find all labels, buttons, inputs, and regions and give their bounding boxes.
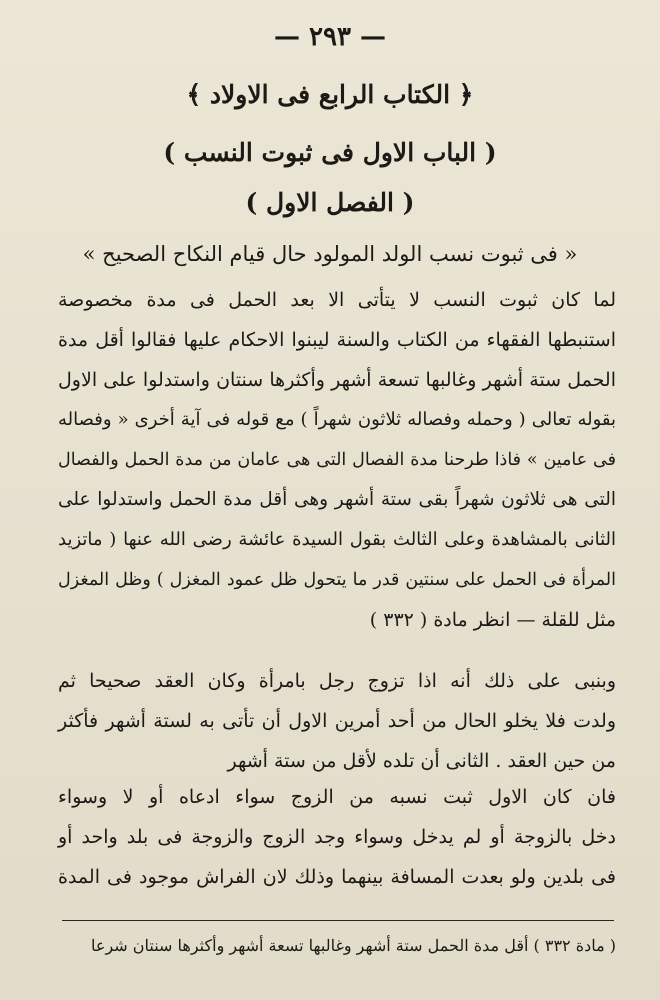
- footnote-divider: [62, 920, 614, 921]
- text-line: بقوله تعالى ( وحمله وفصاله ثلاثون شهراً ) مع قوله فى آية أخرى « وفصاله: [58, 409, 616, 430]
- text-line: الحمل ستة أشهر وغالبها تسعة أشهر وأكثرها سنتان واستدلوا على الاول: [58, 369, 616, 391]
- text-line: التى هى ثلاثون شهراً بقى ستة أشهر وهى أقل مدة الحمل واستدلوا على: [58, 489, 616, 510]
- text-line: فى عامين » فاذا طرحنا مدة الفصال التى هى عامان من مدة الحمل والفصال: [58, 450, 616, 470]
- section-title: ( الفصل الاول ): [245, 188, 415, 217]
- book-title: ﴿ الكتاب الرابع فى الاولاد ﴾: [186, 80, 474, 109]
- text-line: ولدت فلا يخلو الحال من أحد أمرين الاول أن تأتى به لستة أشهر فأكثر: [58, 710, 616, 732]
- text-line: لما كان ثبوت النسب لا يتأتى الا بعد الحمل فى مدة مخصوصة: [58, 289, 616, 311]
- text-line: استنبطها الفقهاء من الكتاب والسنة ليبنوا الاحكام عليها فقالوا أقل مدة: [58, 329, 616, 351]
- text-line: من حين العقد . الثانى أن تلده لأقل من ستة أشهر: [227, 750, 616, 772]
- paragraph-2: [58, 661, 616, 781]
- paragraph-1: [58, 280, 616, 640]
- paragraph-3: [58, 777, 616, 897]
- text-line: فان كان الاول ثبت نسبه من الزوج سواء ادعاه أو لا وسواء: [58, 786, 616, 808]
- text-line: المرأة فى الحمل على سنتين قدر ما يتحول ظل عمود المغزل ) وظل المغزل: [58, 570, 616, 590]
- text-line: مثل للقلة — انظر مادة ( ٣٣٢ ): [369, 609, 616, 631]
- footnote: ( مادة ٣٣٢ ) أقل مدة الحمل ستة أشهر وغالبها تسعة أشهر وأكثرها سنتان شرعا: [91, 936, 616, 955]
- text-line: دخل بالزوجة أو لم يدخل وسواء وجد الزوج والزوجة فى بلد واحد أو: [58, 826, 616, 848]
- topic-title: « فى ثبوت نسب الولد المولود حال قيام النكاح الصحيح »: [82, 242, 578, 266]
- text-line: الثانى بالمشاهدة وعلى الثالث بقول السيدة عائشة رضى الله عنها ( ماتزيد: [58, 529, 616, 550]
- chapter-title: ( الباب الاول فى ثبوت النسب ): [163, 138, 497, 167]
- text-line: وبنبى على ذلك أنه اذا تزوج رجل بامرأة وكان العقد صحيحا ثم: [58, 670, 616, 692]
- page-number: — ٢٩٣ —: [273, 22, 387, 52]
- text-line: فى بلدين ولو بعدت المسافة بينهما وذلك لان الفراش موجود فى المدة: [58, 866, 616, 888]
